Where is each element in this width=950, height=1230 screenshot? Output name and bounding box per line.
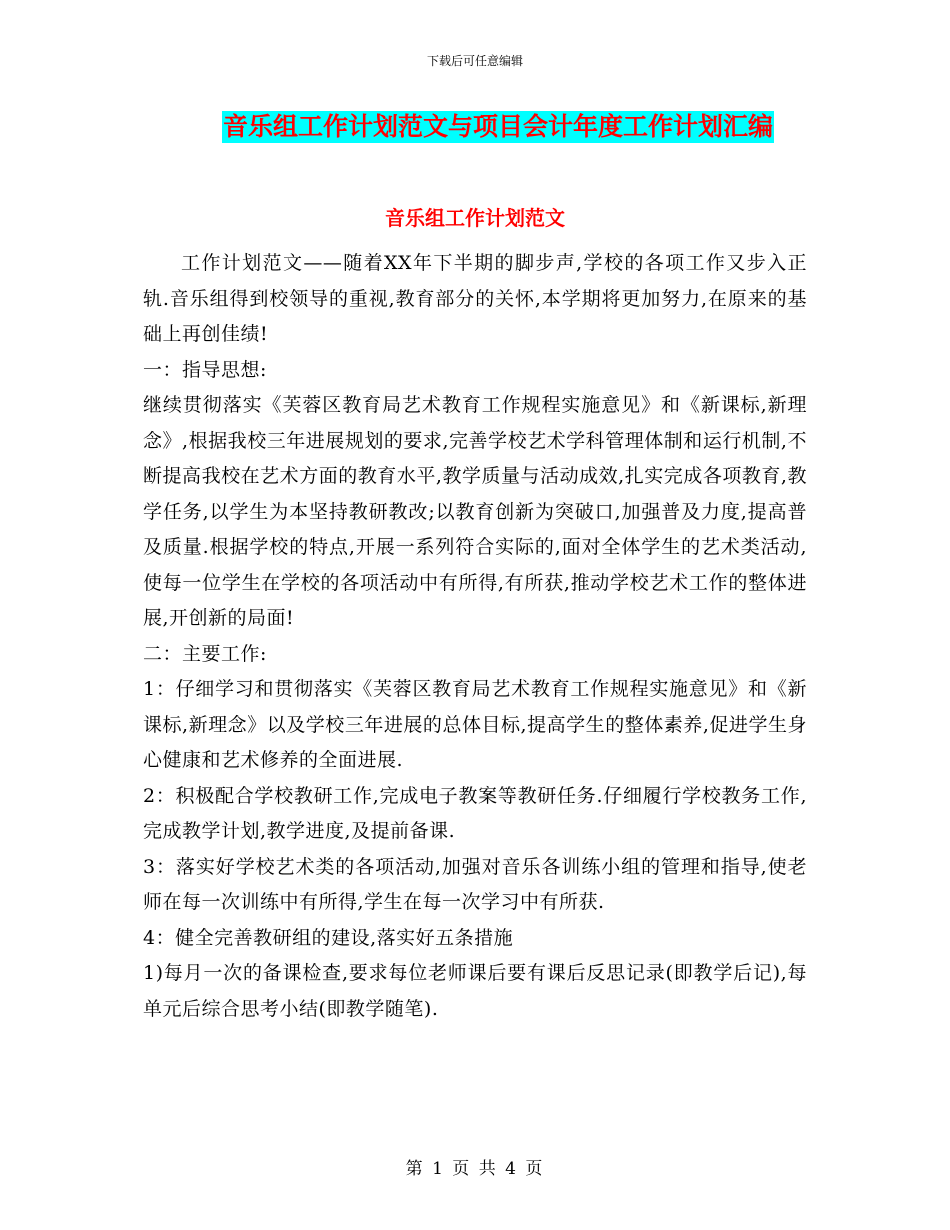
heading-main-work: 二：主要工作: — [143, 642, 267, 665]
main-title-container — [0, 111, 950, 143]
document-body — [143, 246, 807, 1027]
work-item-1: 1：仔细学习和贯彻落实《芙蓉区教育局艺术教育工作规程实施意见》和《新课标,新理念》以及学校三年进展的总体目标,提高学生的整体素养,促进学生身心健康和艺术修养的全面进展. — [143, 678, 807, 771]
heading-guiding-thought: 一：指导思想: — [143, 358, 267, 381]
work-item-3: 3：落实好学校艺术类的各项活动,加强对音乐各训练小组的管理和指导,使老师在每一次训练中有所得,学生在每一次学习中有所获. — [143, 855, 807, 913]
page-header-note: 下载后可任意编辑 — [426, 54, 523, 68]
work-item-4: 4：健全完善教研组的建设,落实好五条措施 — [143, 926, 514, 949]
main-title: 音乐组工作计划范文与项目会计年度工作计划汇编 — [222, 112, 773, 141]
paragraph-guiding-thought: 继续贯彻落实《芙蓉区教育局艺术教育工作规程实施意见》和《新课标,新理念》,根据我校三年进展规划的要求,完善学校艺术学科管理体制和运行机制,不断提高我校在艺术方面的教育水平,教学质量与活动成效,扎实完成各项教育,教学任务,以学生为本坚持教研教改;以教育创新为突破口,加强普及力度,提高普及质量.根据学校的特点,开展一系列符合实际的,面对全体学生的艺术类活动,使每一位学生在学校的各项活动中有所得,有所获,推动学校艺术工作的整体进展,开创新的局面! — [143, 394, 807, 629]
section-title: 音乐组工作计划范文 — [385, 206, 565, 230]
intro-paragraph: 工作计划范文——随着XX年下半期的脚步声,学校的各项工作又步入正轨.音乐组得到校领导的重视,教育部分的关怀,本学期将更加努力,在原来的基础上再创佳绩! — [143, 252, 807, 345]
page-number: 第 1 页 共 4 页 — [405, 1159, 545, 1179]
work-item-2: 2：积极配合学校教研工作,完成电子教案等教研任务.仔细履行学校教务工作,完成教学计划,教学进度,及提前备课. — [143, 784, 807, 842]
measure-item-1: 1)每月一次的备课检查,要求每位老师课后要有课后反思记录(即教学后记),每单元后综合思考小结(即教学随笔). — [143, 962, 807, 1020]
